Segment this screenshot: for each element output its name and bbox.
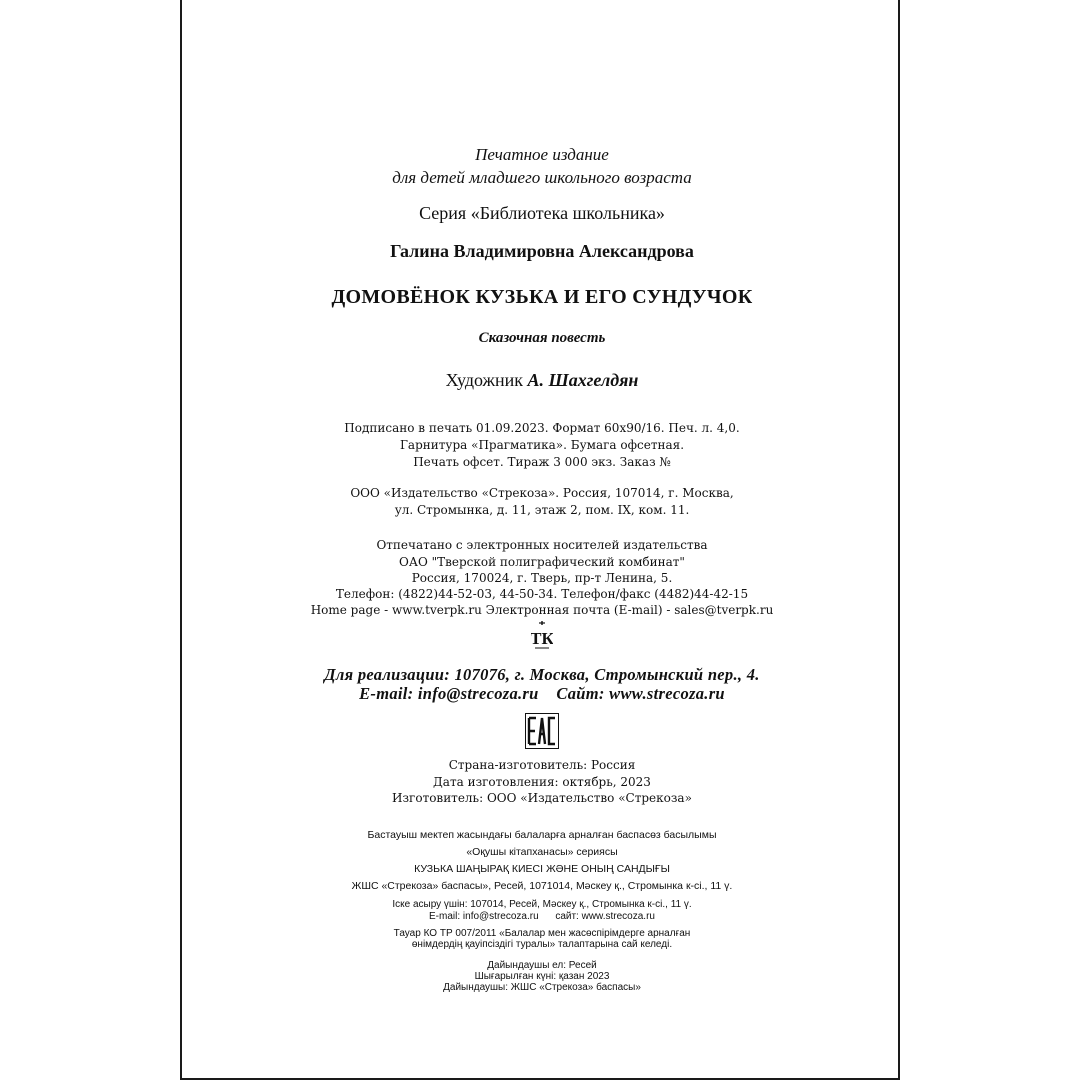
kazakh-sales-contacts [182,911,902,922]
kazakh-line: «Оқушы кітапханасы» сериясы [466,846,618,858]
sales-address: Для реализации: 107076, г. Москва, Стромынский пер., 4. [324,665,760,684]
illustrator-name: А. Шахгелдян [527,370,639,390]
sales-site: Сайт: www.strecoza.ru [556,684,725,703]
kazakh-line: КУЗЬКА ШАҢЫРАҚ КИЕСІ ЖӘНЕ ОНЫҢ САНДЫҒЫ [414,863,670,875]
kazakh-line: Бастауыш мектеп жасындағы балаларға арналған баспасөз басылымы [367,829,717,841]
book-title: ДОМОВЁНОК КУЗЬКА И ЕГО СУНДУЧОК [331,286,753,308]
illustrator-credit [182,370,902,391]
kazakh-email: E-mail: info@strecoza.ru [429,911,539,922]
kazakh-manufacture-line: Дайындаушы ел: Ресей [487,960,597,971]
kazakh-site: сайт: www.strecoza.ru [555,911,655,922]
kazakh-manufacture-line: Шығарылған күні: қазан 2023 [474,971,610,982]
manufacture-line: Страна-изготовитель: Россия [448,758,636,772]
printer-logo-icon [531,620,553,652]
illustrator-label: Художник [445,370,524,390]
manufacture-line: Дата изготовления: октябрь, 2023 [433,775,651,789]
kazakh-sales-line: Іске асыру үшін: 107014, Ресей, Мәскеу қ., Стромынка к-сі., 11 ү. [392,899,692,910]
print-info-line: Печать офсет. Тираж 3 000 экз. Заказ № [413,455,671,469]
printer-line: Россия, 170024, г. Тверь, пр-т Ленина, 5. [411,571,673,585]
book-page [180,0,900,1080]
kazakh-compliance-line: өнімдердің қауіпсіздігі туралы» талаптарына сай келеді. [411,939,673,950]
kazakh-line: ЖШС «Стрекоза» баспасы», Ресей, 1071014, Мәскеу қ., Стромынка к-сі., 11 ү. [351,880,733,892]
manufacture-line: Изготовитель: ООО «Издательство «Стрекоза» [392,791,692,805]
printer-line: Home page - www.tverpk.ru Электронная почта (E-mail) - sales@tverpk.ru [310,603,774,617]
print-info-line: Гарнитура «Прагматика». Бумага офсетная. [399,438,685,452]
series-title: Серия «Библиотека школьника» [419,203,665,223]
kazakh-manufacture-line: Дайындаушы: ЖШС «Стрекоза» баспасы» [443,982,641,993]
svg-text:ТК: ТК [531,629,553,648]
printer-line: ОАО "Тверской полиграфический комбинат" [399,555,685,569]
eac-mark-icon [525,713,559,749]
genre-subtitle: Сказочная повесть [478,330,606,346]
publisher-line: ООО «Издательство «Стрекоза». Россия, 107014, г. Москва, [350,486,734,500]
edition-line-2: для детей младшего школьного возраста [392,168,692,187]
printer-line: Телефон: (4822)44-52-03, 44-50-34. Телефон/факс (4482)44-42-15 [335,587,749,601]
publisher-line: ул. Стромынка, д. 11, этаж 2, пом. IX, ком. 11. [394,503,690,517]
edition-line-1: Печатное издание [475,145,609,164]
kazakh-compliance-line: Тауар КО ТР 007/2011 «Балалар мен жасөспірімдерге арналған [393,928,691,939]
author-name: Галина Владимировна Александрова [390,241,694,261]
sales-email: E-mail: info@strecoza.ru [359,684,539,703]
printer-line: Отпечатано с электронных носителей издательства [376,538,708,552]
sales-contacts [182,684,902,704]
print-info-line: Подписано в печать 01.09.2023. Формат 60х90/16. Печ. л. 4,0. [344,421,740,435]
